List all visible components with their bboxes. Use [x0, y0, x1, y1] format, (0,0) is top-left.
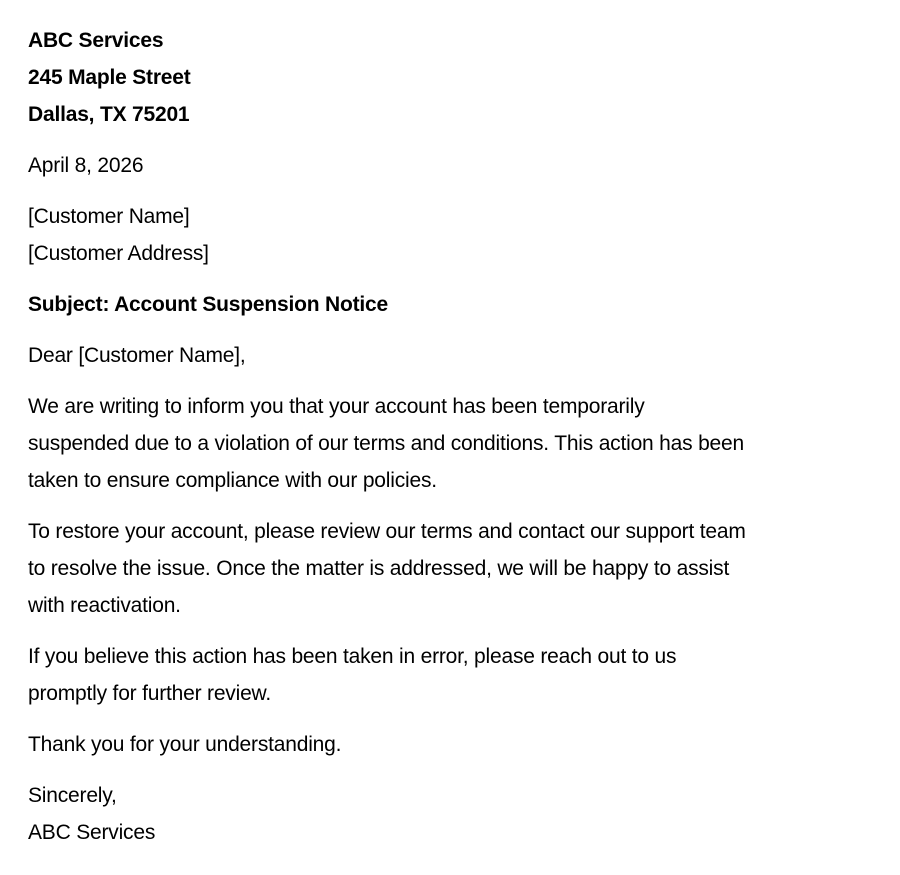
subject-line: Subject: Account Suspension Notice	[28, 293, 388, 316]
paragraph-line: To restore your account, please review our terms and contact our support team	[28, 520, 746, 543]
date-block	[28, 147, 900, 184]
body-paragraph-4	[28, 726, 878, 763]
subject-block	[28, 286, 900, 323]
recipient-address: [Customer Address]	[28, 242, 209, 265]
letter-date: April 8, 2026	[28, 154, 144, 177]
sender-name: ABC Services	[28, 29, 164, 52]
sender-street: 245 Maple Street	[28, 66, 191, 89]
paragraph-line: suspended due to a violation of our terms and conditions. This action has been	[28, 432, 744, 455]
recipient-block	[28, 198, 900, 272]
paragraph-line: If you believe this action has been taken in error, please reach out to us	[28, 645, 677, 668]
recipient-name: [Customer Name]	[28, 205, 190, 228]
paragraph-line: taken to ensure compliance with our policies.	[28, 469, 437, 492]
paragraph-line: to resolve the issue. Once the matter is addressed, we will be happy to assist	[28, 557, 730, 580]
valediction: Sincerely,	[28, 784, 117, 807]
signature: ABC Services	[28, 821, 156, 844]
sender-address-block	[28, 22, 900, 133]
body-paragraph-3	[28, 638, 878, 712]
paragraph-line: promptly for further review.	[28, 682, 271, 705]
salutation: Dear [Customer Name],	[28, 344, 246, 367]
closing-block	[28, 777, 900, 851]
paragraph-line: We are writing to inform you that your account has been temporarily	[28, 395, 645, 418]
paragraph-line: Thank you for your understanding.	[28, 733, 342, 756]
body-paragraph-1	[28, 388, 878, 499]
paragraph-line: with reactivation.	[28, 594, 181, 617]
sender-city-state-zip: Dallas, TX 75201	[28, 103, 190, 126]
salutation-block	[28, 337, 900, 374]
body-paragraph-2	[28, 513, 878, 624]
